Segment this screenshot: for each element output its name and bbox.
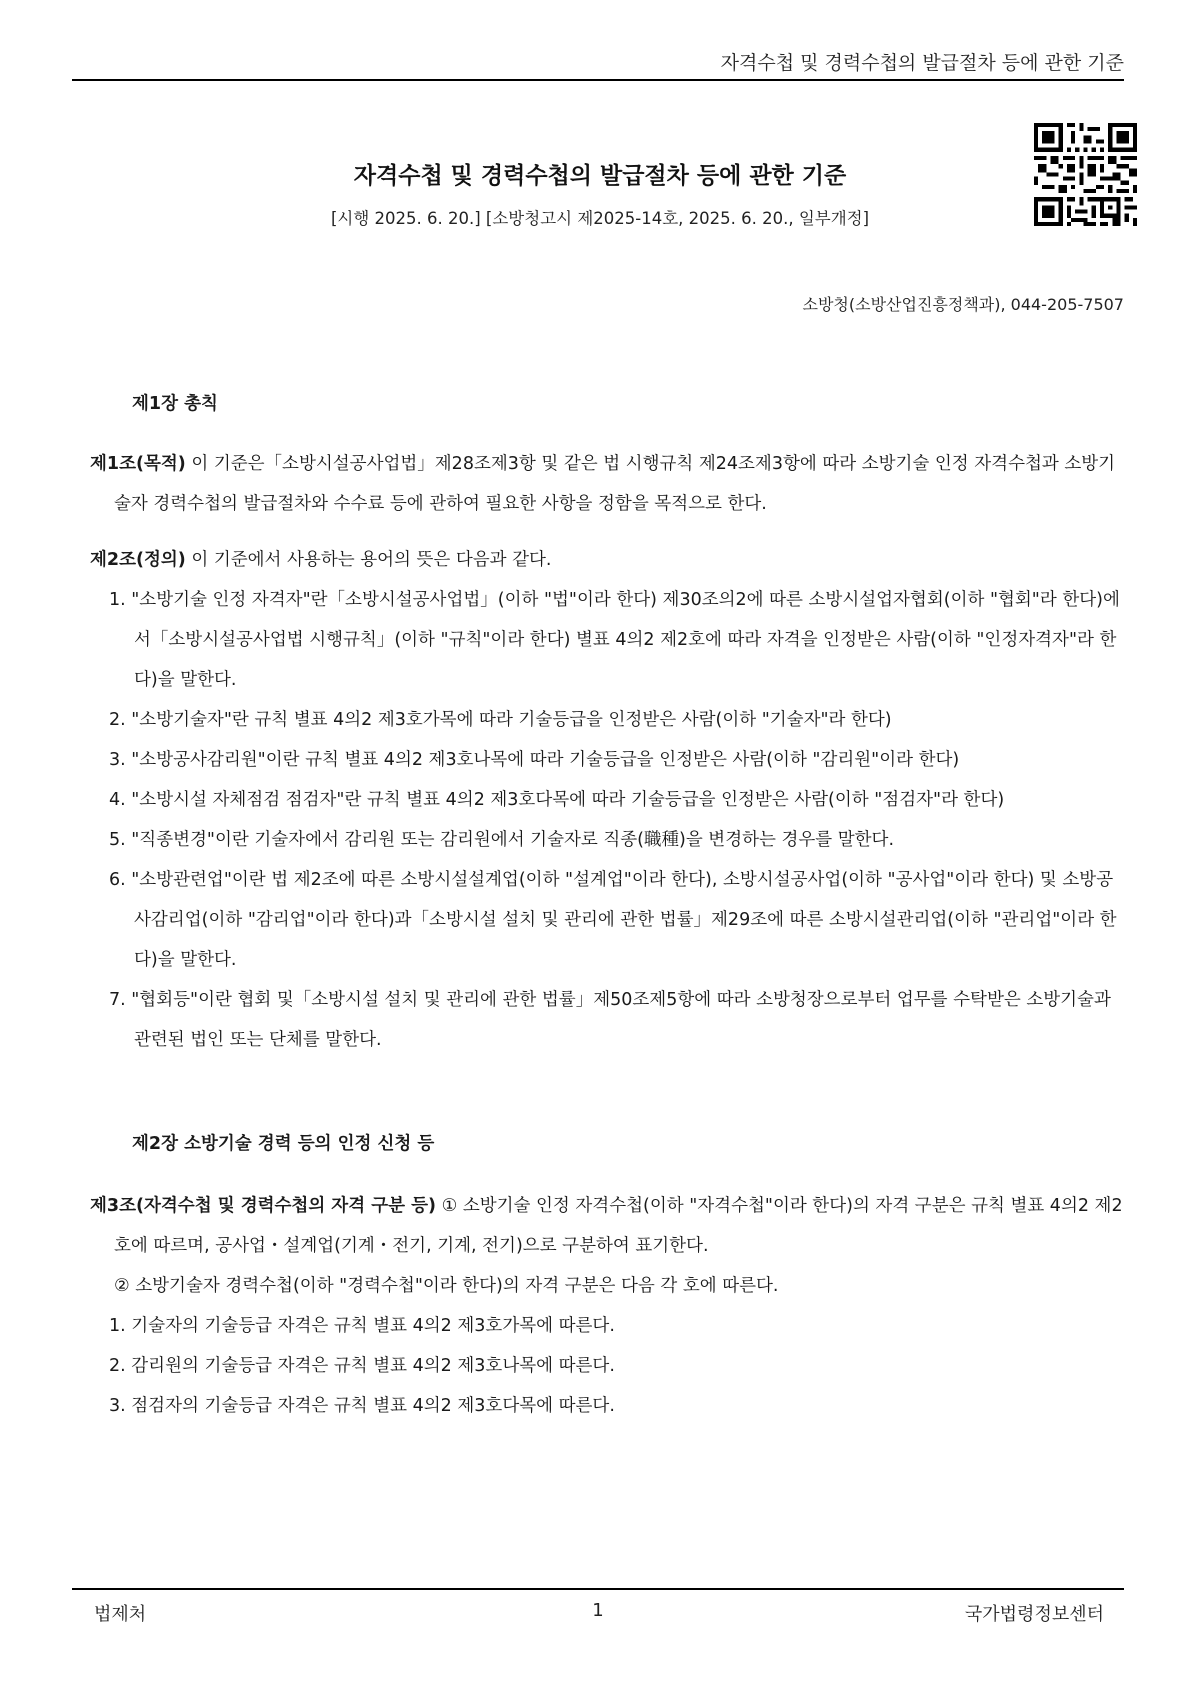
department-contact: 소방청(소방산업진흥정책과), 044-205-7507 [802,295,1124,314]
article-heading: 제3조(자격수첩 및 경력수첩의 자격 구분 등) [90,1196,437,1216]
list-item: 1. 기술자의 기술등급 자격은 규칙 별표 4의2 제3호가목에 따른다. [109,1316,615,1336]
list-item: 5. "직종변경"이란 기술자에서 감리원 또는 감리원에서 기술자로 직종(職種)을 변경하는 경우를 말한다. [109,830,895,850]
qualification-list [90,1306,1125,1426]
document-body [90,384,1125,1442]
list-item: 2. 감리원의 기술등급 자격은 규칙 별표 4의2 제3호나목에 따른다. [109,1356,615,1376]
article-1 [90,444,1125,524]
header-divider [72,79,1124,81]
article-text: 이 기준은「소방시설공사업법」제28조제3항 및 같은 법 시행규칙 제24조제3항에 따라 소방기술 인정 자격수첩과 소방기술자 경력수첩의 발급절차와 수수료 등에 관하여 필요한 사항을 정함을 목적으로 한다. [114,454,1116,514]
running-header-title: 자격수첩 및 경력수첩의 발급절차 등에 관한 기준 [720,52,1124,74]
list-item: 3. 점검자의 기술등급 자격은 규칙 별표 4의2 제3호다목에 따른다. [109,1396,615,1416]
list-item: 3. "소방공사감리원"이란 규칙 별표 4의2 제3호나목에 따라 기술등급을 인정받은 사람(이하 "감리원"이라 한다) [109,750,960,770]
document-enforcement-info: [시행 2025. 6. 20.] [소방청고시 제2025-14호, 2025. 6. 20., 일부개정] [330,209,870,228]
article-paragraph-2: ② 소방기술자 경력수첩(이하 "경력수첩"이라 한다)의 자격 구분은 다음 각 호에 따른다. [114,1276,779,1296]
article-3 [90,1186,1125,1426]
article-heading: 제1조(목적) [90,454,186,474]
page-number: 1 [592,1600,604,1621]
qr-code-icon [1034,123,1137,226]
definition-list [90,580,1125,1060]
footer-divider [72,1588,1124,1590]
article-paragraph [90,540,1125,580]
chapter-heading: 제2장 소방기술 경력 등의 인정 신청 등 [132,1134,435,1154]
article-text: 이 기준에서 사용하는 용어의 뜻은 다음과 같다. [185,550,552,570]
article-heading: 제2조(정의) [90,550,186,570]
document-title: 자격수첩 및 경력수첩의 발급절차 등에 관한 기준 [353,163,847,189]
article-paragraph [90,444,1125,524]
article-paragraph [90,1186,1125,1266]
list-item: 4. "소방시설 자체점검 점검자"란 규칙 별표 4의2 제3호다목에 따라 기술등급을 인정받은 사람(이하 "점검자"라 한다) [109,790,1005,810]
list-item: 6. "소방관련업"이란 법 제2조에 따른 소방시설설계업(이하 "설계업"이라 한다), 소방시설공사업(이하 "공사업"이라 한다) 및 소방공사감리업(이하 "감리업"이라 한다)과「소방시설 설치 및 관리에 관한 법률」제29조에 따른 소방시설관리업(이하 "관리업"이라 한다)을 말한다. [109,870,1117,970]
list-item: 1. "소방기술 인정 자격자"란「소방시설공사업법」(이하 "법"이라 한다) 제30조의2에 따른 소방시설업자협회(이하 "협회"라 한다)에서「소방시설공사업법 시행규칙」(이하 "규칙"이라 한다) 별표 4의2 제2호에 따라 자격을 인정받은 사람(이하 "인정자격자"라 한다)을 말한다. [109,590,1120,690]
article-text: ① 소방기술 인정 자격수첩(이하 "자격수첩"이라 한다)의 자격 구분은 규칙 별표 4의2 제2호에 따르며, 공사업・설계업(기계・전기, 기계, 전기)으로 구분하여 표기한다. [114,1196,1123,1256]
list-item: 2. "소방기술자"란 규칙 별표 4의2 제3호가목에 따라 기술등급을 인정받은 사람(이하 "기술자"라 한다) [109,710,892,730]
article-2 [90,540,1125,1060]
footer-source: 국가법령정보센터 [964,1604,1104,1625]
chapter-heading: 제1장 총칙 [132,394,218,414]
list-item: 7. "협회등"이란 협회 및「소방시설 설치 및 관리에 관한 법률」제50조제5항에 따라 소방청장으로부터 업무를 수탁받은 소방기술과 관련된 법인 또는 단체를 말한다. [109,990,1111,1050]
footer-publisher: 법제처 [94,1604,147,1625]
page-footer [72,1600,1124,1630]
